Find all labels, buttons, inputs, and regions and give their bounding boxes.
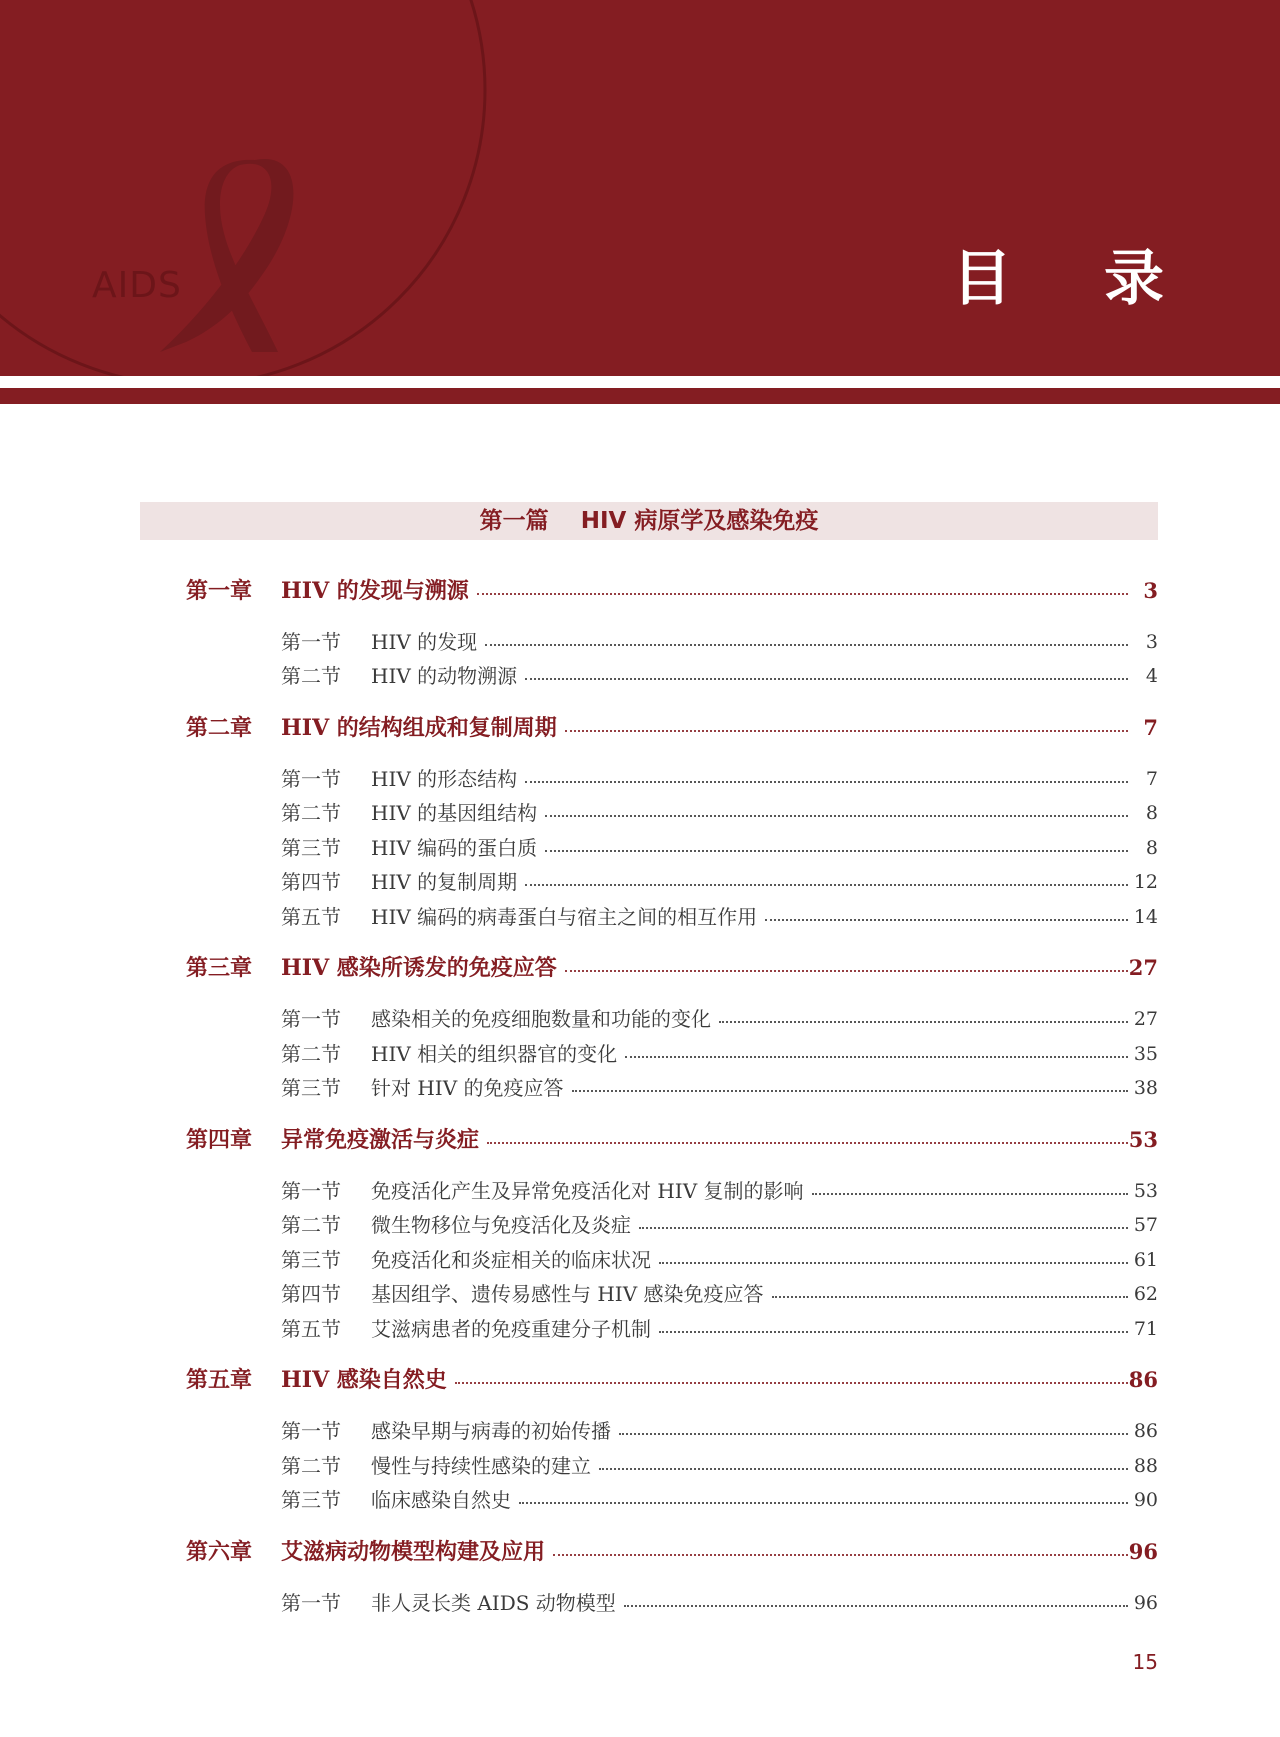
section-title: 临床感染自然史 <box>371 1488 511 1512</box>
chapter-page: 27 <box>1128 955 1158 980</box>
toc-section-3-2[interactable] <box>0 1039 1280 1069</box>
section-title: HIV 编码的病毒蛋白与宿主之间的相互作用 <box>371 905 758 929</box>
toc-chapter-1[interactable] <box>0 576 1280 606</box>
header-divider <box>0 376 1280 388</box>
aids-logo-text: AIDS <box>92 265 182 306</box>
page-title-char-1: 目 <box>952 244 1012 314</box>
chapter-page: 53 <box>1128 1127 1158 1152</box>
section-number: 第二节 <box>281 801 341 825</box>
section-title: 针对 HIV 的免疫应答 <box>371 1076 564 1100</box>
toc-chapter-6[interactable] <box>0 1537 1280 1567</box>
section-number: 第四节 <box>281 1282 341 1306</box>
chapter-title: HIV 感染自然史 <box>281 1367 447 1393</box>
section-page: 96 <box>1133 1592 1158 1614</box>
section-number: 第二节 <box>281 1213 341 1237</box>
toc-chapter-3[interactable] <box>0 953 1280 983</box>
section-title: 艾滋病患者的免疫重建分子机制 <box>371 1317 651 1341</box>
toc-section-2-5[interactable] <box>0 902 1280 932</box>
section-title: HIV 相关的组织器官的变化 <box>371 1042 618 1066</box>
chapter-number: 第三章 <box>186 955 253 981</box>
part-title: HIV 病原学及感染免疫 <box>580 508 819 534</box>
toc-section-4-3[interactable] <box>0 1245 1280 1275</box>
section-number: 第三节 <box>281 836 341 860</box>
part-heading <box>140 502 1158 540</box>
section-page: 90 <box>1133 1489 1158 1511</box>
chapter-page: 96 <box>1128 1539 1158 1564</box>
section-page: 7 <box>1145 768 1158 790</box>
section-page: 38 <box>1133 1077 1158 1099</box>
chapter-title: 艾滋病动物模型构建及应用 <box>281 1539 546 1565</box>
chapter-title: HIV 的结构组成和复制周期 <box>281 715 557 741</box>
section-number: 第三节 <box>281 1488 341 1512</box>
toc-section-1-2[interactable] <box>0 661 1280 691</box>
section-page: 53 <box>1133 1180 1158 1202</box>
ribbon-logo-icon <box>0 0 1280 376</box>
toc-section-4-1[interactable] <box>0 1176 1280 1206</box>
chapter-page: 86 <box>1128 1367 1158 1392</box>
toc-section-2-4[interactable] <box>0 867 1280 897</box>
section-title: 免疫活化和炎症相关的临床状况 <box>371 1248 651 1272</box>
toc-chapter-5[interactable] <box>0 1365 1280 1395</box>
chapter-title: HIV 感染所诱发的免疫应答 <box>281 955 557 981</box>
toc-section-1-1[interactable] <box>0 627 1280 657</box>
section-number: 第一节 <box>281 1419 341 1443</box>
toc-section-3-3[interactable] <box>0 1073 1280 1103</box>
section-title: 微生物移位与免疫活化及炎症 <box>371 1213 631 1237</box>
section-page: 86 <box>1133 1420 1158 1442</box>
page-number: 15 <box>1132 1650 1158 1674</box>
section-number: 第三节 <box>281 1076 341 1100</box>
section-title: HIV 的动物溯源 <box>371 664 518 688</box>
chapter-title: 异常免疫激活与炎症 <box>281 1127 480 1153</box>
chapter-number: 第一章 <box>186 578 253 604</box>
chapter-page: 3 <box>1143 578 1158 603</box>
chapter-number: 第四章 <box>186 1127 253 1153</box>
chapter-number: 第二章 <box>186 715 253 741</box>
part-label: 第一篇 <box>479 508 549 534</box>
section-title: 非人灵长类 AIDS 动物模型 <box>371 1591 616 1615</box>
section-title: HIV 的形态结构 <box>371 767 518 791</box>
section-page: 12 <box>1133 871 1158 893</box>
section-number: 第一节 <box>281 767 341 791</box>
section-number: 第一节 <box>281 1179 341 1203</box>
toc-chapter-4[interactable] <box>0 1125 1280 1155</box>
section-page: 88 <box>1133 1455 1158 1477</box>
section-page: 8 <box>1145 802 1158 824</box>
section-page: 27 <box>1133 1008 1158 1030</box>
toc-section-2-3[interactable] <box>0 833 1280 863</box>
section-number: 第五节 <box>281 1317 341 1341</box>
section-number: 第一节 <box>281 1591 341 1615</box>
section-number: 第一节 <box>281 1007 341 1031</box>
section-title: 免疫活化产生及异常免疫活化对 HIV 复制的影响 <box>371 1179 804 1203</box>
section-page: 3 <box>1145 631 1158 653</box>
section-title: HIV 的复制周期 <box>371 870 518 894</box>
toc-section-2-2[interactable] <box>0 798 1280 828</box>
toc-section-2-1[interactable] <box>0 764 1280 794</box>
toc-section-5-1[interactable] <box>0 1416 1280 1446</box>
section-number: 第一节 <box>281 630 341 654</box>
header-band <box>0 388 1280 404</box>
section-page: 57 <box>1133 1214 1158 1236</box>
section-number: 第二节 <box>281 1042 341 1066</box>
header-banner <box>0 0 1280 376</box>
section-title: HIV 的基因组结构 <box>371 801 538 825</box>
chapter-title: HIV 的发现与溯源 <box>281 578 469 604</box>
section-title: 感染相关的免疫细胞数量和功能的变化 <box>371 1007 711 1031</box>
page-title-char-2: 录 <box>1104 244 1164 314</box>
section-title: 基因组学、遗传易感性与 HIV 感染免疫应答 <box>371 1282 764 1306</box>
section-title: 感染早期与病毒的初始传播 <box>371 1419 611 1443</box>
section-page: 71 <box>1133 1318 1158 1340</box>
section-title: HIV 编码的蛋白质 <box>371 836 538 860</box>
toc-section-4-4[interactable] <box>0 1279 1280 1309</box>
section-page: 62 <box>1133 1283 1158 1305</box>
toc-chapter-2[interactable] <box>0 713 1280 743</box>
chapter-number: 第六章 <box>186 1539 253 1565</box>
section-page: 61 <box>1133 1249 1158 1271</box>
chapter-page: 7 <box>1143 715 1158 740</box>
section-number: 第五节 <box>281 905 341 929</box>
toc-section-5-3[interactable] <box>0 1485 1280 1515</box>
toc-section-6-1[interactable] <box>0 1588 1280 1618</box>
toc-section-5-2[interactable] <box>0 1451 1280 1481</box>
section-number: 第四节 <box>281 870 341 894</box>
section-number: 第三节 <box>281 1248 341 1272</box>
chapter-number: 第五章 <box>186 1367 253 1393</box>
section-number: 第二节 <box>281 664 341 688</box>
toc-section-4-5[interactable] <box>0 1314 1280 1344</box>
toc-section-3-1[interactable] <box>0 1004 1280 1034</box>
section-title: 慢性与持续性感染的建立 <box>371 1454 591 1478</box>
section-page: 35 <box>1133 1043 1158 1065</box>
section-number: 第二节 <box>281 1454 341 1478</box>
toc-section-4-2[interactable] <box>0 1210 1280 1240</box>
section-page: 4 <box>1145 665 1158 687</box>
section-title: HIV 的发现 <box>371 630 478 654</box>
section-page: 14 <box>1133 906 1158 928</box>
section-page: 8 <box>1145 837 1158 859</box>
